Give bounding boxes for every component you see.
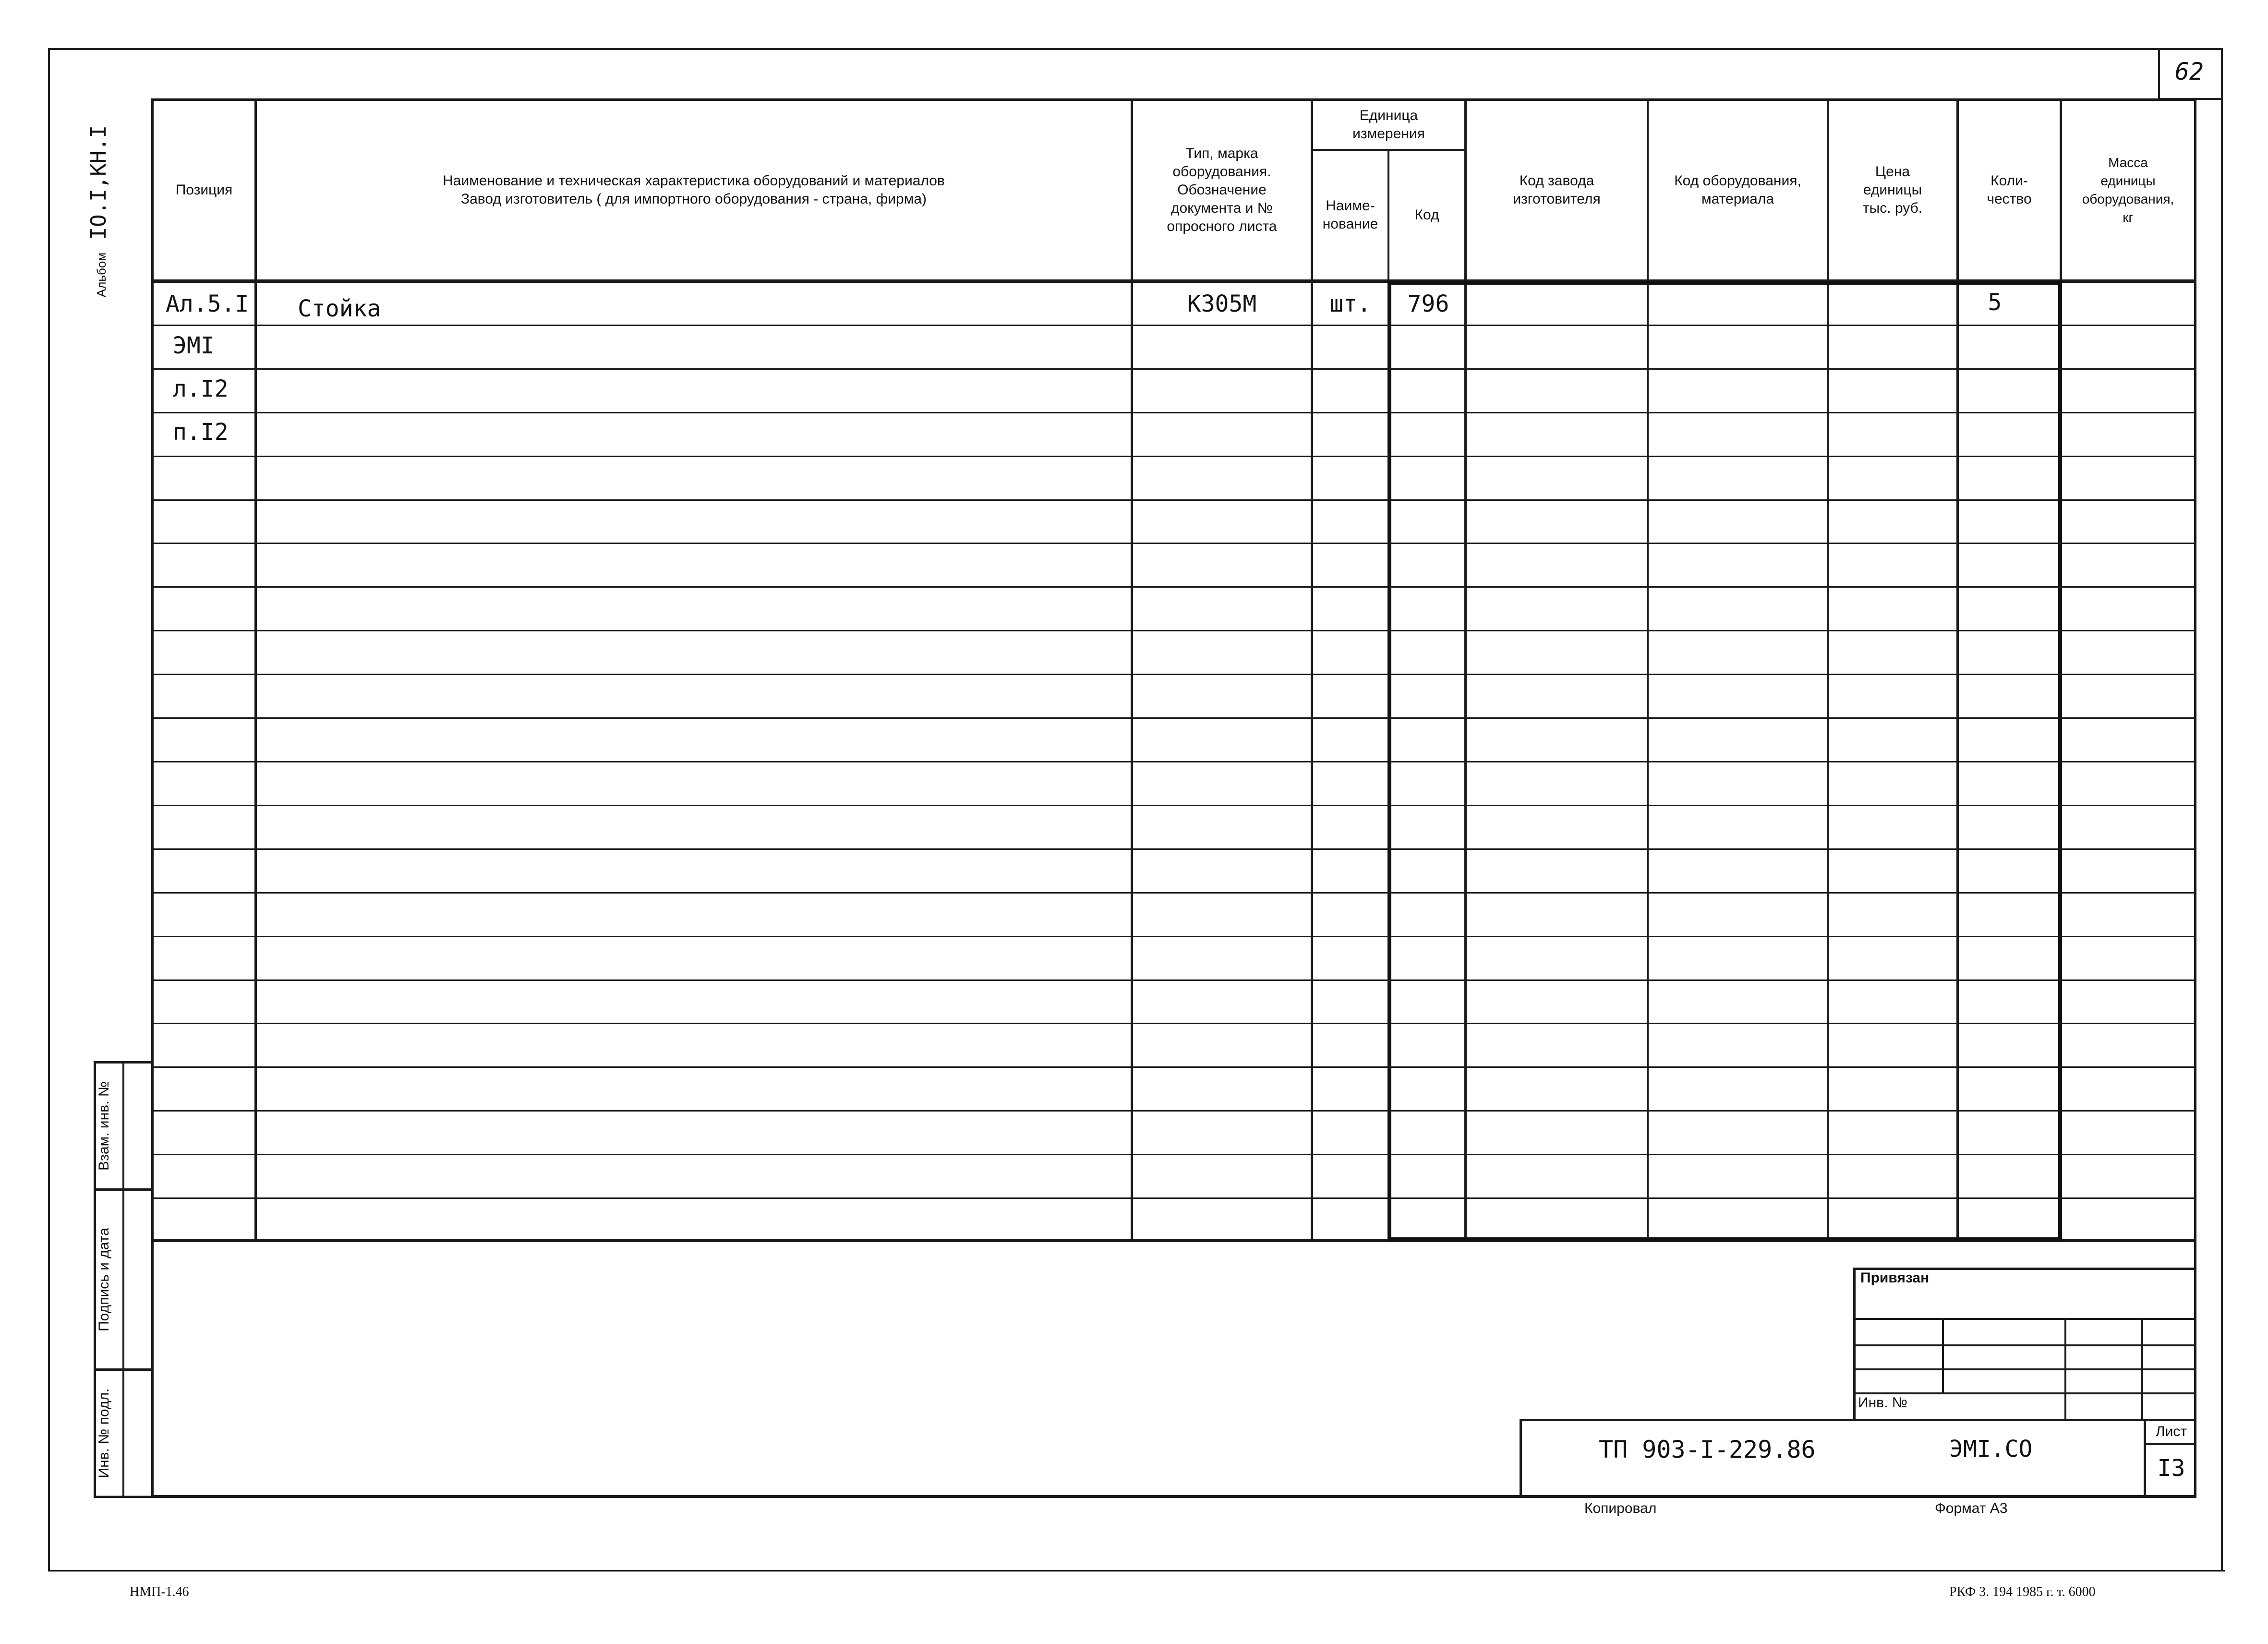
- row-divider: [151, 1066, 2196, 1068]
- cell-name: Стойка: [298, 295, 381, 322]
- page-frame-bottom: [48, 1570, 2225, 1571]
- header-equipment-code: Код оборудования, материала: [1674, 173, 1801, 207]
- privyazan-h3: [1853, 1368, 2196, 1370]
- side-stamp-inner: [122, 1061, 124, 1498]
- footer-left: НМП-1.46: [130, 1584, 189, 1599]
- sheet-label: Лист: [2155, 1424, 2187, 1439]
- page-number: 62: [2174, 58, 2204, 85]
- header-quantity: Коли- чество: [1987, 173, 2032, 207]
- row-divider: [151, 1110, 2196, 1112]
- header-type: Тип, марка оборудования. Обозначение документа и № опросного листа: [1167, 145, 1277, 234]
- copied-label: Копировал: [1584, 1500, 1657, 1516]
- row-divider: [151, 936, 2196, 937]
- document-code: [1599, 1436, 1935, 1469]
- header-factory-code: Код завода изготовителя: [1513, 173, 1601, 207]
- header-name: [257, 101, 1131, 279]
- privyazan-v1: [1942, 1318, 1944, 1392]
- document-suffix: ЭМI.СО: [1949, 1436, 2033, 1463]
- row-divider: [151, 543, 2196, 544]
- privyazan-h4: [1853, 1392, 2196, 1394]
- album-code-value: IO.I,КН.I: [86, 125, 111, 240]
- title-block-sheet-divider: [2144, 1419, 2146, 1498]
- side-stamp-inv-podl: Инв. № подл.: [96, 1388, 112, 1478]
- row-divider: [151, 368, 2196, 370]
- row-divider: [151, 761, 2196, 762]
- album-code: [86, 110, 125, 312]
- cell-position: Ал.5.I: [166, 290, 249, 317]
- cell-unit-code: 796: [1407, 290, 1449, 317]
- row-divider: [151, 499, 2196, 501]
- cell-quantity: 5: [1988, 289, 2002, 316]
- album-label: Альбом: [94, 252, 109, 298]
- row-divider: [151, 674, 2196, 675]
- document-code-value: ТП 903-I-229.86: [1599, 1436, 1816, 1463]
- privyazan-v3: [2141, 1318, 2143, 1421]
- privyazan-v2: [2064, 1318, 2066, 1421]
- row-divider: [151, 630, 2196, 631]
- row-divider: [151, 1197, 2196, 1199]
- title-block-sheet-h: [2144, 1443, 2196, 1445]
- footer-right: РКФ 3. 194 1985 г. т. 6000: [1949, 1584, 2096, 1599]
- privyazan-h2: [1853, 1344, 2196, 1346]
- header-unit-group: Единица измерения: [1352, 108, 1425, 142]
- row-divider: [151, 979, 2196, 981]
- header-mass: Масса единицы оборудования, кг: [2082, 155, 2174, 225]
- header-name-line2: Завод изготовитель ( для импортного оборудования - страна, фирма): [460, 191, 927, 207]
- row-divider: [151, 805, 2196, 806]
- header-position: Позиция: [175, 182, 233, 198]
- inv-no-label: Инв. №: [1858, 1395, 1907, 1411]
- cell-type: К305М: [1187, 290, 1257, 317]
- row-divider: [151, 586, 2196, 588]
- row-divider: [151, 848, 2196, 850]
- side-stamp-div1: [94, 1188, 154, 1191]
- cell-position: ЭМI: [173, 332, 215, 359]
- row-divider: [151, 1154, 2196, 1155]
- cell-unit-name: шт.: [1329, 290, 1371, 317]
- row-divider: [151, 717, 2196, 719]
- format-label: Формат А3: [1935, 1500, 2008, 1516]
- header-price: Цена единицы тыс. руб.: [1862, 164, 1923, 216]
- privyazan-h1: [1853, 1318, 2196, 1320]
- header-unit-name: Наиме- нование: [1322, 198, 1378, 232]
- sheet-number: I3: [2157, 1455, 2185, 1482]
- header-name-line1: Наименование и техническая характеристика оборудований и материалов: [443, 173, 945, 189]
- side-stamp-podpis: Подпись и дата: [96, 1228, 112, 1331]
- row-divider: [151, 412, 2196, 413]
- row-divider: [151, 456, 2196, 457]
- cell-position: л.I2: [173, 375, 229, 402]
- side-stamp-vzam: Взам. инв. №: [96, 1081, 112, 1171]
- privyazan-label: Привязан: [1860, 1270, 1930, 1286]
- cell-position: п.I2: [173, 419, 229, 446]
- header-unit-code: Код: [1414, 207, 1439, 223]
- row-divider: [151, 892, 2196, 894]
- row-divider: [151, 1023, 2196, 1024]
